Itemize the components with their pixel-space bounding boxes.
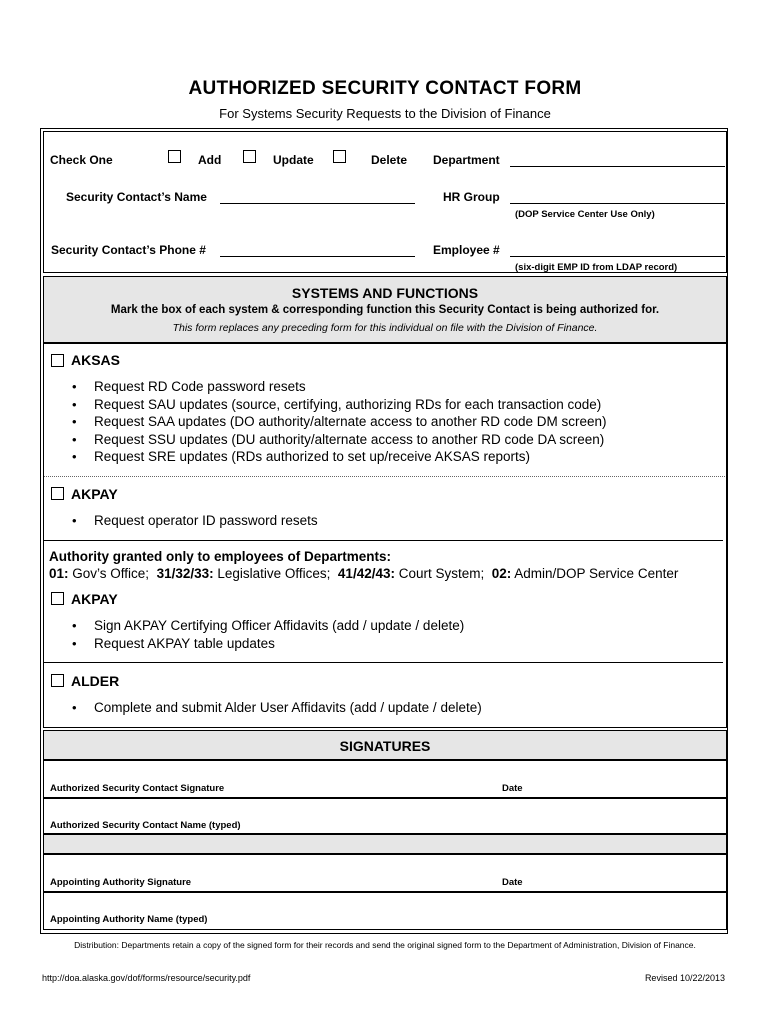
employee-field[interactable] (510, 256, 725, 257)
contact-name-field[interactable] (220, 203, 415, 204)
appointing-date-label: Date (502, 877, 523, 888)
list-item: • Sign AKPAY Certifying Officer Affidavits (add / update / delete) (72, 618, 465, 633)
alder-checkbox[interactable] (51, 674, 64, 687)
appointing-name-typed-label: Appointing Authority Name (typed) (50, 914, 208, 925)
authority-departments: 01: Gov’s Office; 31/32/33: Legislative Offices; 41/42/43: Court System; 02: Admin/DOP Service Center (49, 566, 679, 581)
akpay-certifying-title: AKPAY (71, 591, 118, 607)
contact-name-typed-label: Authorized Security Contact Name (typed) (50, 820, 241, 831)
akpay-certifying-checkbox[interactable] (51, 592, 64, 605)
department-label: Department (433, 153, 500, 167)
contact-phone-label: Security Contact’s Phone # (51, 243, 206, 257)
contact-date-label: Date (502, 783, 523, 794)
contact-signature-label: Authorized Security Contact Signature (50, 783, 225, 794)
systems-instruction: Mark the box of each system & corresponding function this Security Contact is being authorized for. (110, 304, 660, 316)
akpay-title: AKPAY (71, 486, 118, 502)
form-subtitle: For Systems Security Requests to the Division of Finance (219, 106, 551, 121)
hr-group-note: (DOP Service Center Use Only) (515, 209, 655, 220)
signatures-heading: SIGNATURES (339, 738, 431, 754)
delete-checkbox[interactable] (333, 150, 346, 163)
authority-heading: Authority granted only to employees of Departments: (49, 549, 392, 564)
aksas-function-list (72, 378, 607, 466)
employee-note: (six-digit EMP ID from LDAP record) (515, 262, 678, 273)
add-label: Add (198, 153, 222, 167)
contact-phone-field[interactable] (220, 256, 415, 257)
revision-date: Revised 10/22/2013 (644, 973, 725, 983)
akpay-password-checkbox[interactable] (51, 487, 64, 500)
list-item: • Request SAA updates (DO authority/alternate access to another RD code DM screen) (72, 414, 607, 429)
update-label: Update (273, 153, 314, 167)
distribution-note: Distribution: Departments retain a copy of the signed form for their records and send the original signed form to the Department of Administration, Division of Finance. (74, 940, 696, 950)
department-field[interactable] (510, 166, 725, 167)
aksas-title: AKSAS (71, 352, 121, 368)
aksas-checkbox[interactable] (51, 354, 64, 367)
form-url: http://doa.alaska.gov/dof/forms/resource/security.pdf (42, 973, 251, 983)
alder-title: ALDER (71, 673, 120, 689)
check-one-label: Check One (50, 153, 113, 167)
section-divider (44, 540, 723, 541)
list-item: • Request RD Code password resets (72, 379, 306, 394)
systems-note: This form replaces any preceding form for this individual on file with the Division of Finance. (172, 322, 598, 334)
list-item: • Request SRE updates (RDs authorized to set up/receive AKSAS reports) (72, 449, 530, 464)
akpay-function-list (72, 512, 318, 530)
systems-heading: SYSTEMS AND FUNCTIONS (291, 285, 479, 301)
alder-function-list (72, 699, 482, 717)
contact-name-label: Security Contact’s Name (66, 190, 207, 204)
list-item: • Request AKPAY table updates (72, 635, 275, 651)
update-checkbox[interactable] (243, 150, 256, 163)
hr-group-label: HR Group (443, 190, 500, 204)
list-item: • Complete and submit Alder User Affidavits (add / update / delete) (72, 700, 482, 715)
list-item: • Request SAU updates (source, certifying, authorizing RDs for each transaction code) (72, 396, 602, 412)
akpay-certifying-list (72, 617, 465, 652)
appointing-signature-label: Appointing Authority Signature (50, 877, 192, 888)
delete-label: Delete (371, 153, 408, 167)
list-item: • Request SSU updates (DU authority/alternate access to another RD code DA screen) (72, 431, 605, 447)
add-checkbox[interactable] (168, 150, 181, 163)
section-divider (44, 476, 725, 477)
list-item: • Request operator ID password resets (72, 513, 318, 528)
employee-label: Employee # (433, 243, 500, 257)
signature-separator-band (43, 834, 727, 854)
form-title: AUTHORIZED SECURITY CONTACT FORM (188, 78, 582, 99)
section-divider (44, 662, 723, 663)
hr-group-field[interactable] (510, 203, 725, 204)
